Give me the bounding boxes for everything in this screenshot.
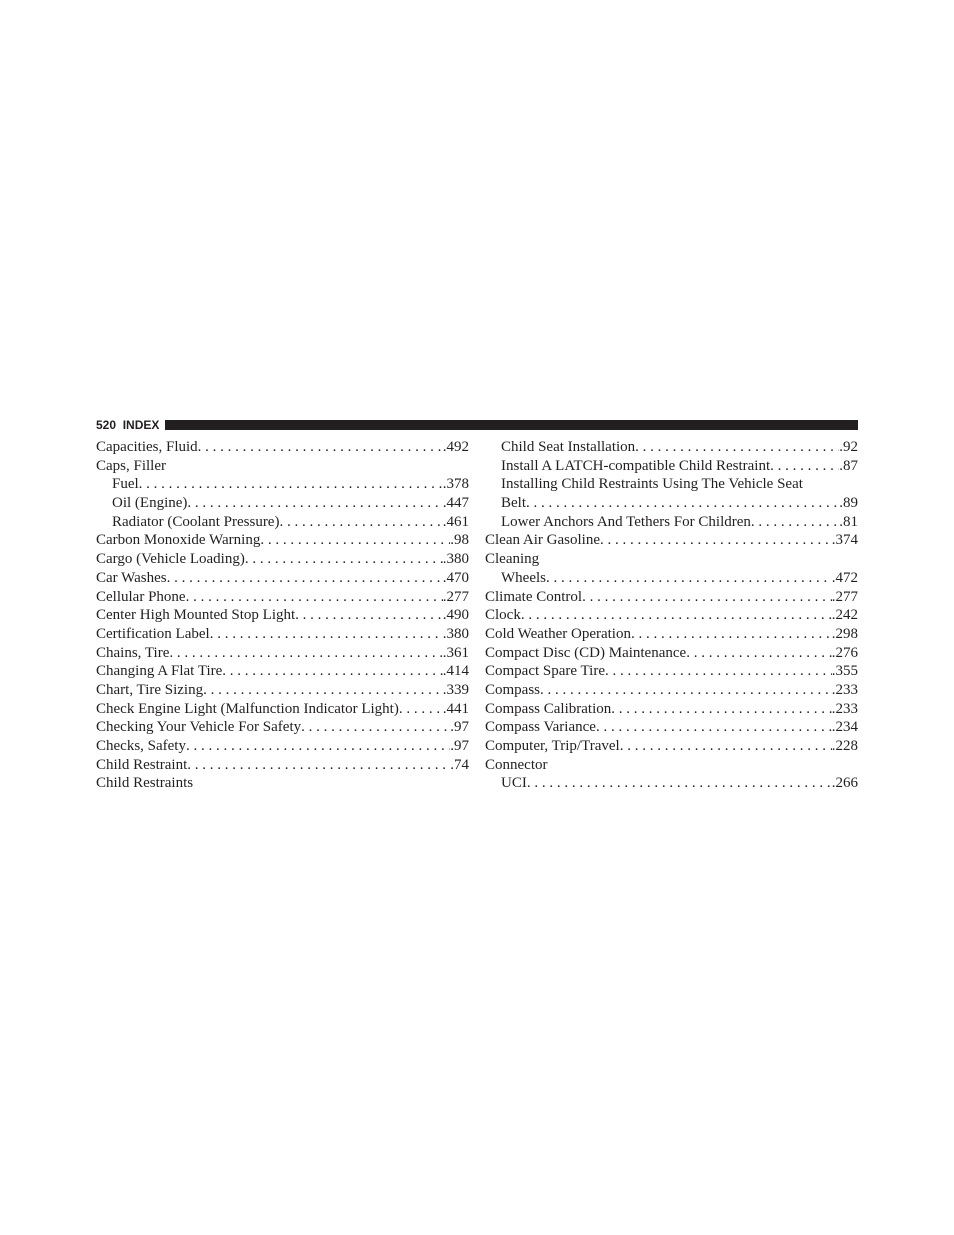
dot-leader bbox=[187, 494, 442, 513]
entry-label: Cold Weather Operation bbox=[485, 625, 631, 642]
index-entry bbox=[96, 681, 469, 700]
entry-page-number: .380 bbox=[442, 625, 469, 642]
entry-page-number: .266 bbox=[831, 775, 858, 792]
index-entry bbox=[96, 494, 469, 513]
entry-label: Compass Calibration bbox=[485, 700, 612, 717]
entry-label: Compass Variance bbox=[485, 719, 596, 736]
index-entry bbox=[485, 531, 858, 550]
index-entry bbox=[485, 644, 858, 663]
dot-leader bbox=[751, 513, 839, 532]
header-rule bbox=[165, 420, 858, 430]
dot-leader bbox=[620, 737, 832, 756]
entry-label: Climate Control bbox=[485, 588, 583, 605]
entry-label: Belt bbox=[501, 495, 526, 512]
dot-leader bbox=[605, 662, 832, 681]
dot-leader bbox=[187, 756, 450, 775]
entry-label: Check Engine Light (Malfunction Indicator Light) bbox=[96, 700, 399, 717]
dot-leader bbox=[611, 700, 832, 719]
entry-label: Compass bbox=[485, 681, 541, 698]
index-entry bbox=[485, 457, 858, 476]
index-entry bbox=[485, 737, 858, 756]
index-entry bbox=[485, 588, 858, 607]
dot-leader bbox=[399, 700, 443, 719]
index-entry bbox=[96, 513, 469, 532]
dot-leader bbox=[167, 569, 443, 588]
index-entry bbox=[485, 550, 858, 569]
entry-label: Child Seat Installation bbox=[501, 439, 636, 455]
index-entry bbox=[485, 700, 858, 719]
dot-leader bbox=[527, 774, 832, 793]
entry-page-number: .277 bbox=[831, 588, 858, 605]
entry-label: Clean Air Gasoline bbox=[485, 532, 600, 549]
index-entry bbox=[485, 513, 858, 532]
entry-label: Cargo (Vehicle Loading) bbox=[96, 551, 245, 568]
index-entry bbox=[485, 625, 858, 644]
index-entry bbox=[96, 700, 469, 719]
entry-page-number: .361 bbox=[442, 644, 469, 661]
entry-page-number: .228 bbox=[831, 738, 858, 754]
entry-label: UCI bbox=[501, 775, 527, 792]
page-header bbox=[96, 417, 858, 433]
entry-label: Checking Your Vehicle For Safety bbox=[96, 719, 302, 736]
entry-page-number: .97 bbox=[450, 738, 469, 754]
dot-leader bbox=[631, 625, 832, 644]
entry-label: Checks, Safety bbox=[96, 738, 186, 754]
dot-leader bbox=[186, 588, 443, 607]
index-entry bbox=[485, 606, 858, 625]
entry-page-number: .441 bbox=[442, 700, 469, 717]
entry-page-number: .298 bbox=[831, 625, 858, 642]
entry-page-number: .380 bbox=[442, 551, 469, 568]
entry-label: Center High Mounted Stop Light bbox=[96, 607, 296, 624]
index-entry bbox=[485, 569, 858, 588]
dot-leader bbox=[526, 494, 839, 513]
index-entry bbox=[96, 550, 469, 569]
entry-page-number: .89 bbox=[839, 495, 858, 512]
entry-label: Clock bbox=[485, 607, 521, 624]
entry-label: Caps, Filler bbox=[96, 457, 166, 474]
entry-label: Oil (Engine) bbox=[112, 495, 188, 512]
entry-label: Lower Anchors And Tethers For Children bbox=[501, 513, 751, 530]
dot-leader bbox=[279, 513, 442, 532]
entry-page-number: .81 bbox=[839, 513, 858, 530]
entry-label: Installing Child Restraints Using The Vehicle Seat bbox=[501, 476, 803, 493]
entry-label: Compact Disc (CD) Maintenance bbox=[485, 644, 687, 661]
entry-label: Compact Spare Tire bbox=[485, 663, 605, 680]
entry-page-number: .242 bbox=[831, 607, 858, 624]
entry-page-number: .234 bbox=[831, 719, 858, 736]
entry-page-number: .277 bbox=[442, 588, 469, 605]
index-entry bbox=[485, 662, 858, 681]
entry-label: Chains, Tire bbox=[96, 644, 170, 661]
index-entry bbox=[485, 774, 858, 793]
index-entry bbox=[485, 494, 858, 513]
entry-label: Carbon Monoxide Warning bbox=[96, 532, 261, 549]
dot-leader bbox=[521, 606, 832, 625]
entry-label: Cellular Phone bbox=[96, 588, 186, 605]
index-entry bbox=[96, 644, 469, 663]
dot-leader bbox=[260, 531, 450, 550]
dot-leader bbox=[540, 681, 832, 700]
entry-label: Child Restraints bbox=[96, 775, 194, 792]
dot-leader bbox=[139, 475, 443, 494]
entry-page-number: .492 bbox=[442, 439, 469, 455]
index-entry bbox=[96, 475, 469, 494]
entry-label: Child Restraint bbox=[96, 756, 188, 773]
index-entry bbox=[96, 438, 469, 457]
entry-label: Install A LATCH-compatible Child Restraint bbox=[501, 457, 771, 474]
section-title: INDEX bbox=[122, 418, 160, 432]
index-entry bbox=[96, 774, 469, 793]
index-column-right bbox=[485, 438, 858, 793]
entry-page-number: .233 bbox=[831, 700, 858, 717]
entry-label: Certification Label bbox=[96, 625, 210, 642]
entry-page-number: .355 bbox=[831, 663, 858, 680]
entry-page-number: .98 bbox=[450, 532, 469, 549]
entry-label: Changing A Flat Tire bbox=[96, 663, 223, 680]
dot-leader bbox=[245, 550, 443, 569]
index-entry bbox=[96, 588, 469, 607]
index-entry bbox=[485, 756, 858, 775]
entry-label: Computer, Trip/Travel bbox=[485, 738, 620, 754]
entry-page-number: .414 bbox=[442, 663, 469, 680]
page-number: 520 bbox=[96, 418, 117, 432]
entry-page-number: .276 bbox=[831, 644, 858, 661]
entry-page-number: .233 bbox=[831, 681, 858, 698]
index-entry bbox=[96, 756, 469, 775]
dot-leader bbox=[686, 644, 832, 663]
index-column-left bbox=[96, 438, 469, 793]
entry-label: Wheels bbox=[501, 569, 546, 586]
dot-leader bbox=[635, 438, 839, 457]
dot-leader bbox=[301, 718, 450, 737]
entry-page-number: .378 bbox=[442, 476, 469, 493]
dot-leader bbox=[596, 718, 832, 737]
entry-label: Radiator (Coolant Pressure) bbox=[112, 513, 280, 530]
entry-page-number: .87 bbox=[839, 457, 858, 474]
entry-label: Connector bbox=[485, 756, 548, 773]
entry-page-number: .472 bbox=[831, 569, 858, 586]
entry-label: Cleaning bbox=[485, 551, 540, 568]
entry-label: Chart, Tire Sizing bbox=[96, 681, 204, 698]
dot-leader bbox=[546, 569, 832, 588]
index-entry bbox=[485, 475, 858, 494]
index-entry bbox=[96, 662, 469, 681]
entry-page-number: .97 bbox=[450, 719, 469, 736]
dot-leader bbox=[203, 681, 443, 700]
dot-leader bbox=[295, 606, 443, 625]
dot-leader bbox=[770, 457, 839, 476]
dot-leader bbox=[600, 531, 832, 550]
entry-page-number: .92 bbox=[839, 439, 858, 455]
dot-leader bbox=[210, 625, 443, 644]
index-entry bbox=[485, 681, 858, 700]
index-entry bbox=[96, 531, 469, 550]
dot-leader bbox=[169, 644, 442, 663]
entry-label: Car Washes bbox=[96, 569, 167, 586]
index-entry bbox=[96, 737, 469, 756]
entry-page-number: .374 bbox=[831, 532, 858, 549]
index-entry bbox=[96, 625, 469, 644]
entry-page-number: .490 bbox=[442, 607, 469, 624]
entry-page-number: .461 bbox=[442, 513, 469, 530]
index-entry bbox=[96, 457, 469, 476]
dot-leader bbox=[198, 438, 443, 457]
index-entry bbox=[485, 438, 858, 457]
index-entry bbox=[96, 606, 469, 625]
dot-leader bbox=[582, 588, 832, 607]
entry-label: Fuel bbox=[112, 476, 139, 493]
spacer bbox=[116, 418, 123, 432]
entry-label: Capacities, Fluid bbox=[96, 439, 198, 455]
dot-leader bbox=[186, 737, 450, 756]
index-entry bbox=[485, 718, 858, 737]
entry-page-number: .339 bbox=[442, 681, 469, 698]
entry-page-number: .470 bbox=[442, 569, 469, 586]
dot-leader bbox=[222, 662, 442, 681]
entry-page-number: .74 bbox=[450, 756, 469, 773]
entry-page-number: .447 bbox=[442, 495, 469, 512]
index-entry bbox=[96, 569, 469, 588]
index-entry bbox=[96, 718, 469, 737]
